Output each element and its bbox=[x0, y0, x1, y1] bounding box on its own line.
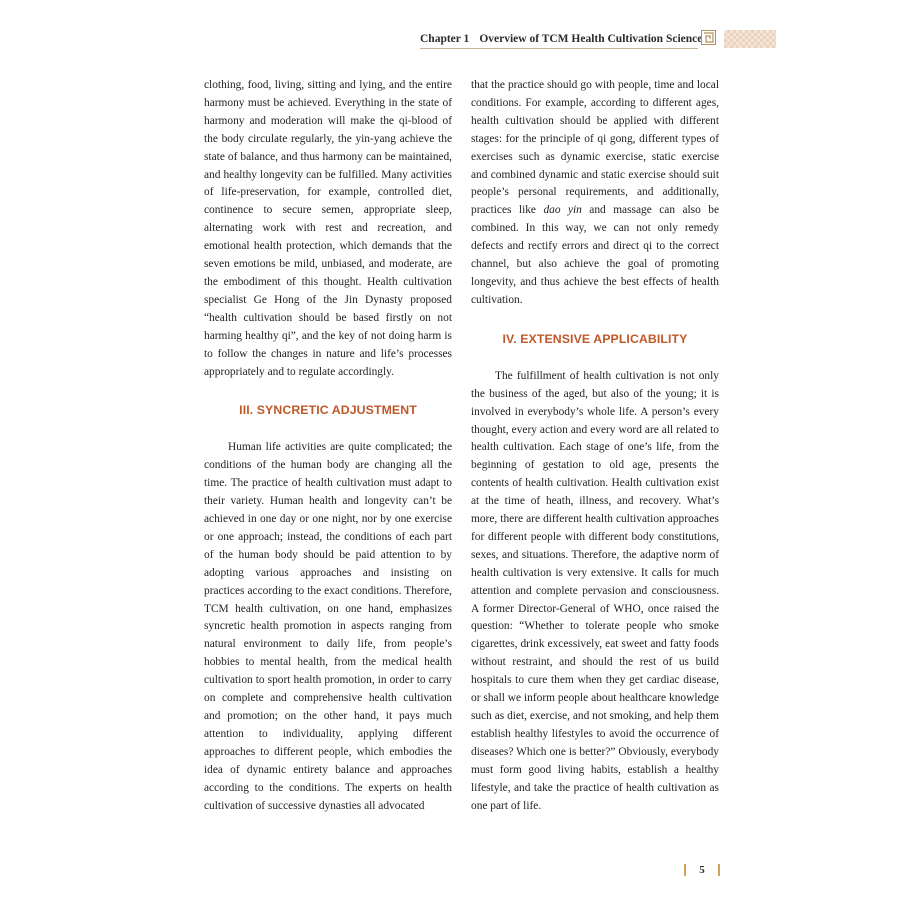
decorative-pattern-band bbox=[724, 30, 776, 48]
left-column bbox=[204, 77, 452, 815]
right-paragraph-1-text-a: that the practice should go with people, time and local conditions. For example, according to different ages, health cultivation should be applied with different stages: for the principle of qi gong, different types of exercises such as dynamic exercise, static exercise and combined dynamic and static exercise should suit people’s personal requirements, and additionally, practices like bbox=[471, 79, 719, 217]
left-paragraph-2: Human life activities are quite complicated; the conditions of the human body are changing all the time. The practice of health cultivation must adapt to their variety. Human health and longevity can’t be achieved in one day or one night, nor by one exercise or one approach; instead, the conditions of each part of the human body should be paid attention to by adopting various approaches and insisting on practices according to the exact conditions. Therefore, TCM health cultivation, on one hand, emphasizes syncretic health promotion in aspects ranging from natural environment to daily life, from people’s hobbies to mental health, from the medical health cultivation to sport health promotion, in order to carry on complete and comprehensive health cultivation and promotion; on the other hand, it pays much attention to individuality, applying different approaches to different people, which embodies the idea of dynamic entirety balance and approaches according to the conditions. The experts on health cultivation of successive dynasties all advocated bbox=[204, 441, 452, 812]
chapter-title: Overview of TCM Health Cultivation Science bbox=[479, 33, 703, 45]
page-number-right-bar bbox=[718, 864, 720, 876]
page-number bbox=[684, 862, 720, 878]
left-paragraph-1: clothing, food, living, sitting and lying, and the entire harmony must be achieved. Everything in the state of harmony and moderation will make the qi-blood of the body circulate regularly, the yin-yang achieve the state of balance, and thus harmony can be maintained, and healthy longevity can be fulfilled. Many activities of life-preservation, for example, controlled diet, continence to secure semen, appropriate sleep, alternating work with rest and recreation, and emotional health protection, which demands that the seven emotions be mild, unbiased, and moderate, are the embodiment of this thought. Health cultivation specialist Ge Hong of the Jin Dynasty proposed “health cultivation should be based firstly on not harming healthy qi”, and the key of not doing harm is to follow the changes in nature and life’s processes appropriately and to regulate accordingly. bbox=[204, 79, 452, 378]
fret-ornament-icon bbox=[701, 30, 716, 45]
header-rule bbox=[420, 48, 698, 49]
running-header bbox=[420, 30, 702, 48]
page-number-value: 5 bbox=[699, 864, 705, 876]
page-number-left-bar bbox=[684, 864, 686, 876]
right-column bbox=[471, 77, 719, 815]
right-paragraph-1-text-b: and massage can also be combined. In this way, we can not only remedy defects and rectify errors and direct qi to the correct channel, but also achieve the goal of promoting longevity, and thus achieve the best effects of health cultivation. bbox=[471, 204, 719, 306]
right-paragraph-1 bbox=[471, 77, 719, 310]
chapter-label: Chapter 1 bbox=[420, 33, 470, 45]
section-heading-iii: III. SYNCRETIC ADJUSTMENT bbox=[239, 403, 417, 418]
right-paragraph-2: The fulfillment of health cultivation is not only the business of the aged, but also of the young; it is involved in everybody’s whole life. A person’s every thought, every action and every word are all related to health cultivation. Each stage of one’s life, from the beginning of gestation to old age, presents the contents of health cultivation. Health cultivation exist at the time of heath, illness, and recovery. What’s more, there are different health cultivation approaches for different people with different body constitutions, sexes, and situations. Therefore, the adaptive norm of health cultivation is very extensive. It calls for much attention and complete pervasion and consciousness. A former Director-General of WHO, once raised the question: “Whether to tolerate people who smoke cigarettes, drink excessively, eat sweet and fatty foods without restraint, and should the rest of us build hospitals to cure them when they get cardiac disease, or shall we inform people about healthcare knowledge such as diet, exercise, and not smoking, and help them establish healthy lifestyles to avoid the occurrence of diseases? Which one is better?” Obviously, everybody must form good living habits, establish a healthy lifestyle, and take the practice of health cultivation as one part of life. bbox=[471, 369, 720, 812]
section-heading-iv: IV. EXTENSIVE APPLICABILITY bbox=[502, 331, 688, 346]
term-dao-yin: dao yin bbox=[543, 204, 582, 217]
